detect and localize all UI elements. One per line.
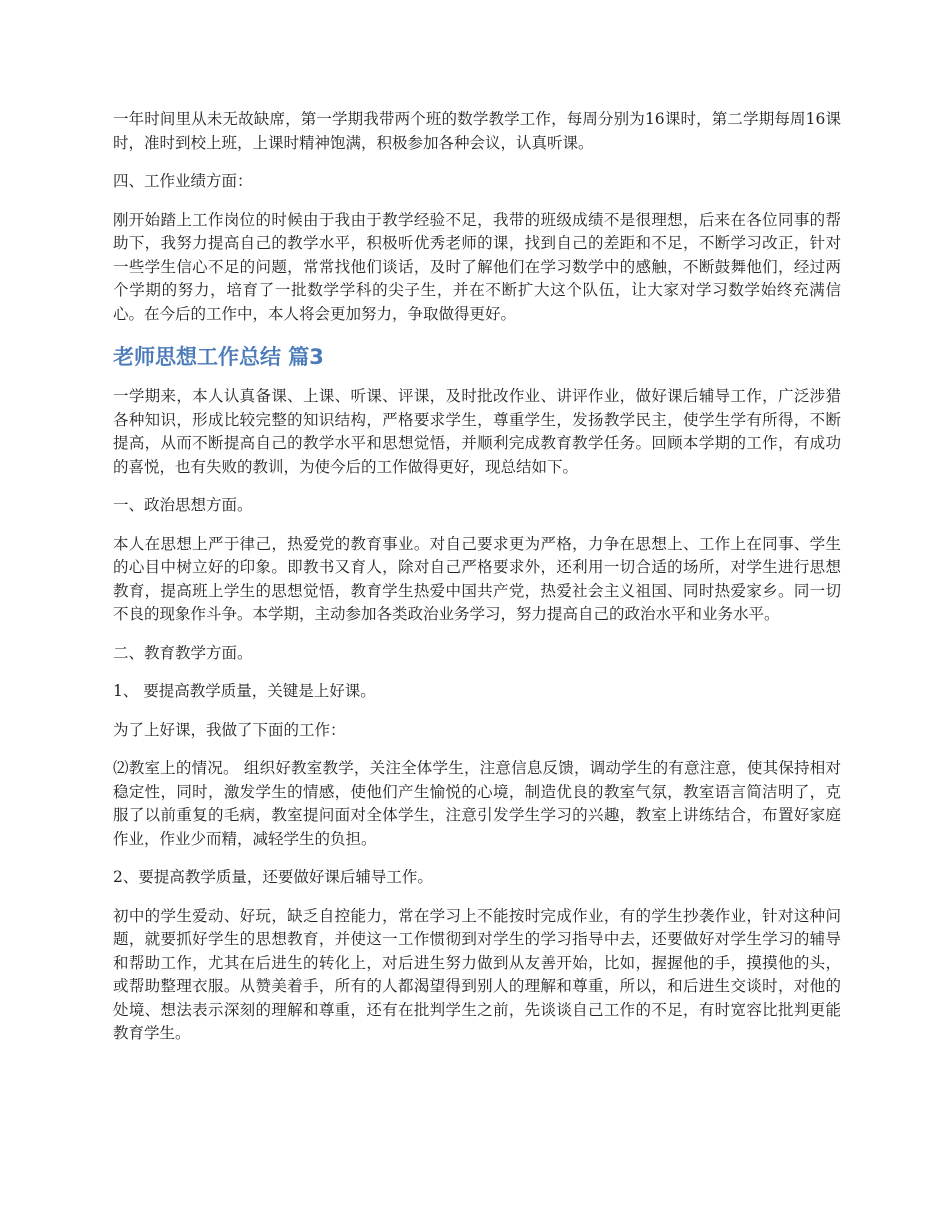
- paragraph-lead: 为了上好课，我做了下面的工作：: [113, 720, 346, 739]
- paragraph-tutoring: 初中的学生爱动、好玩，缺乏自控能力，常在学习上不能按时完成作业，有的学生抄袭作业，针对这种问题，就要抓好学生的思想教育，并使这一工作惯彻到对学生的学习指导中去，还要做好对学生学习的辅导和帮助工作，尤其在后进生的转化上，对后进生努力做到从友善开始，比如，握握他的手，摸摸他的头，或帮助整理衣服。从赞美着手，所有的人都渴望得到别人的理解和尊重，所以，和后进生交谈时，对他的处境、想法表示深刻的理解和尊重，还有在批判学生之前，先谈谈自己工作的不足，有时宽容比批判更能教育学生。: [113, 906, 841, 1042]
- list-item-1: 1、 要提高教学质量，关键是上好课。: [113, 682, 376, 700]
- paragraph-performance: 刚开始踏上工作岗位的时候由于我由于教学经验不足，我带的班级成绩不是很理想，后来在各位同事的帮助下，我努力提高自己的教学水平，积极听优秀老师的课，找到自己的差距和不足，不断学习改正，针对一些学生信心不足的问题，常常找他们谈话，及时了解他们在学习数学中的感触，不断鼓舞他们，经过两个学期的努力，培育了一批数学学科的尖子生，并在不断扩大这个队伍，让大家对学习数学始终充满信心。在今后的工作中，本人将会更加努力，争取做得更好。: [113, 210, 841, 323]
- section-heading-performance: 四、工作业绩方面：: [113, 172, 253, 190]
- paragraph-classroom: ⑵教室上的情况。 组织好教室教学，关注全体学生，注意信息反馈，调动学生的有意注意，使其保持相对稳定性，同时，激发学生的情感，使他们产生愉悦的心境，制造优良的教室气氛，教室语言简洁明了，克服了以前重复的毛病，教室提问面对全体学生，注意引发学生学习的兴趣，教室上讲练结合，布置好家庭作业，作业少而精，减轻学生的负担。: [113, 759, 841, 848]
- section-heading-political: 一、政治思想方面。: [113, 496, 253, 514]
- paragraph-political: 本人在思想上严于律己，热爱党的教育事业。对自己要求更为严格，力争在思想上、工作上在同事、学生的心目中树立好的印象。即教书又育人，除对自己严格要求外，还利用一切合适的场所，对学生进行思想教育，提高班上学生的思想觉悟，教育学生热爱中国共产党，热爱社会主义祖国、同时热爱家乡。同一切不良的现象作斗争。本学期，主动参加各类政治业务学习，努力提高自己的政治水平和业务水平。: [113, 534, 841, 623]
- section-heading-teaching: 二、教育教学方面。: [113, 643, 253, 662]
- article-heading: 老师思想工作总结 篇3: [113, 345, 324, 369]
- list-item-2: 2、要提高教学质量，还要做好课后辅导工作。: [113, 868, 433, 886]
- paragraph-attendance: 一年时间里从未无故缺席，第一学期我带两个班的数学教学工作，每周分别为16课时，第二学期每周16课时，准时到校上班，上课时精神饱满，积极参加各种会议，认真听课。: [113, 110, 841, 152]
- document-page: [113, 108, 841, 1061]
- paragraph-intro: 一学期来，本人认真备课、上课、听课、评课，及时批改作业、讲评作业，做好课后辅导工作，广泛涉猎各种知识，形成比较完整的知识结构，严格要求学生，尊重学生，发扬教学民主，使学生学有所得，不断提高，从而不断提高自己的教学水平和思想觉悟，并顺利完成教育教学任务。回顾本学期的工作，有成功的喜悦，也有失败的教训，为使今后的工作做得更好，现总结如下。: [113, 387, 841, 476]
